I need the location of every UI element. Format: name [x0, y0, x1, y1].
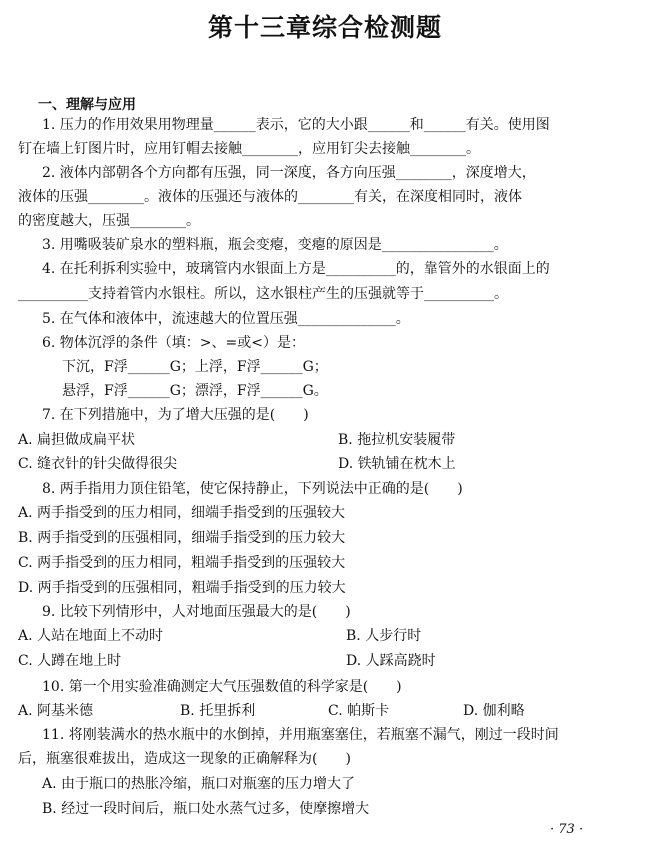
option-q7D: D. 铁轨铺在枕木上 — [338, 456, 456, 472]
page-title: 第十三章综合检测题 — [207, 13, 442, 42]
question-line-q2a: 2. 液体内部朝各个方向都有压强，同一深度，各方向压强________，深度增大， — [42, 165, 536, 181]
page-number: · 73 · — [550, 822, 584, 837]
section-heading: 一、理解与应用 — [38, 97, 136, 113]
option-q7A: A. 扁担做成扁平状 — [18, 432, 136, 448]
option-q10B: B. 托里拆利 — [180, 703, 256, 719]
question-line-q7: 7. 在下列措施中，为了增大压强的是( ) — [42, 407, 309, 423]
question-line-q10: 10. 第一个用实验准确测定大气压强数值的科学家是( ) — [42, 679, 402, 695]
option-q10D: D. 伽利略 — [463, 703, 525, 719]
question-line-q11a: 11. 将刚装满水的热水瓶中的水倒掉，并用瓶塞塞住，若瓶塞不漏气，刚过一段时间 — [42, 727, 559, 743]
question-line-q4a: 4. 在托利拆利实验中，玻璃管内水银面上方是__________的，靠管外的水银面上的 — [42, 261, 550, 277]
question-line-q1b: 钉在墙上钉图片时，应用钉帽去接触________，应用钉尖去接触________。 — [18, 141, 480, 157]
question-line-q2b: 液体的压强________。液体的压强还与液体的________有关，在深度相同时，液体 — [18, 189, 522, 205]
question-line-q6a: 下沉，F浮______G；上浮，F浮______G； — [62, 359, 328, 375]
question-line-q9: 9. 比较下列情形中，人对地面压强最大的是( ) — [42, 604, 351, 620]
question-line-q8B: B. 两手指受到的压强相同，细端手指受到的压力较大 — [18, 530, 346, 546]
option-q7C: C. 缝衣针的针尖做得很尖 — [18, 456, 178, 472]
question-line-q3: 3. 用嘴吸装矿泉水的塑料瓶，瓶会变瘪，变瘪的原因是________________。 — [42, 237, 508, 253]
question-line-q8: 8. 两手指用力顶住铅笔，使它保持静止，下列说法中正确的是( ) — [42, 481, 463, 497]
option-q10A: A. 阿基米德 — [18, 703, 94, 719]
question-line-q2c: 的密度越大，压强________。 — [18, 213, 200, 229]
question-line-q8D: D. 两手指受到的压强相同，粗端手指受到的压力较大 — [18, 580, 346, 596]
question-line-q5: 5. 在气体和液体中，流速越大的位置压强______________。 — [42, 311, 410, 327]
option-q9A: A. 人站在地面上不动时 — [18, 628, 164, 644]
question-line-q6b: 悬浮，F浮______G；漂浮，F浮______G。 — [62, 383, 328, 399]
question-line-q11B: B. 经过一段时间后，瓶口处水蒸气过多，使摩擦增大 — [42, 801, 370, 817]
option-q7B: B. 拖拉机安装履带 — [338, 432, 456, 448]
question-line-q6: 6. 物体沉浮的条件（填：>、=或<）是： — [42, 335, 305, 351]
question-line-q8C: C. 两手指受到的压力相同，粗端手指受到的压强较大 — [18, 555, 346, 571]
question-line-q11b: 后，瓶塞很难拔出，造成这一现象的正确解释为( ) — [18, 751, 351, 767]
question-line-q11A: A. 由于瓶口的热胀冷缩，瓶口对瓶塞的压力增大了 — [42, 776, 356, 792]
question-line-q8A: A. 两手指受到的压力相同，细端手指受到的压强较大 — [18, 505, 346, 521]
question-line-q4b: __________支持着管内水银柱。所以，这水银柱产生的压强就等于__________。 — [18, 286, 508, 302]
question-line-q1a: 1. 压力的作用效果用物理量______表示，它的大小跟______和______有关。使用图 — [42, 117, 550, 133]
option-q10C: C. 帕斯卡 — [328, 703, 390, 719]
option-q9B: B. 人步行时 — [346, 628, 422, 644]
option-q9D: D. 人踩高跷时 — [346, 653, 436, 669]
option-q9C: C. 人蹲在地上时 — [18, 653, 122, 669]
